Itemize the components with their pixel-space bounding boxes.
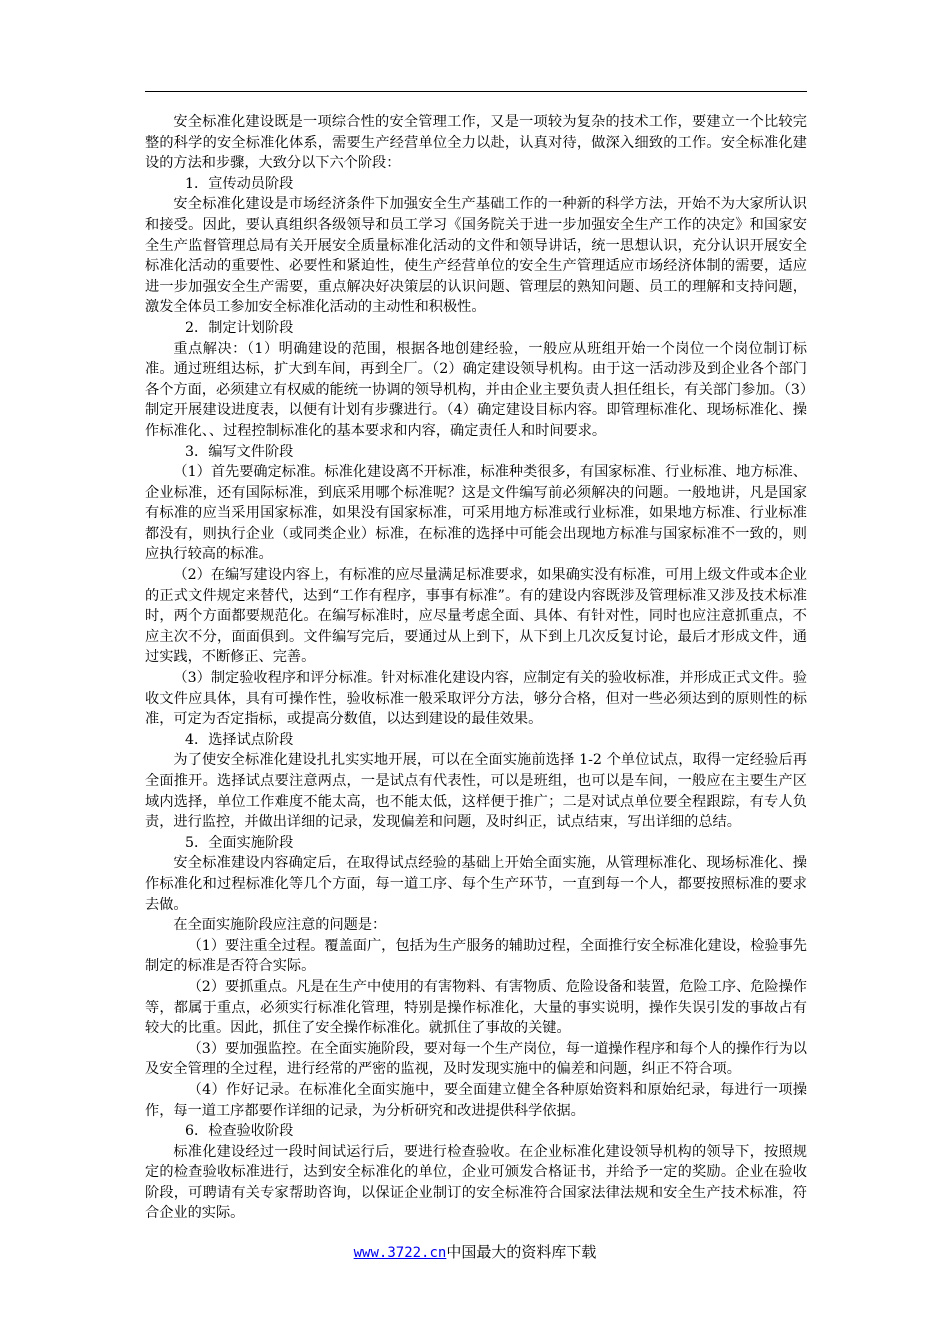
section-heading-1: 1．宣传动员阶段 — [185, 175, 294, 192]
document-body — [145, 112, 807, 1224]
section-4-paragraph: 为了使安全标准化建设扎扎实实地开展，可以在全面实施前选择 1-2 个单位试点，取得一定经验后再全面推开。选择试点要注意两点，一是试点有代表性，可以是班组，也可以是车间，一般应在主要生产区域内选择，单位工作难度不能太高，也不能太低，这样便于推广；二是对试点单位要全程跟踪，有专人负责，进行监控，并做出详细的记录，发现偏差和问题，及时纠正，试点结束，写出详细的总结。 — [145, 752, 807, 831]
section-3-paragraph-3: （3）制定验收程序和评分标准。针对标准化建设内容，应制定有关的验收标准，并形成正式文件。验收文件应具体，具有可操作性，验收标准一般采取评分方法，够分合格，但对一些必须达到的原则性的标准，可定为否定指标，或提高分数值，以达到建设的最佳效果。 — [145, 670, 807, 728]
section-5-paragraph-3: （1）要注重全过程。覆盖面广，包括为生产服务的辅助过程，全面推行安全标准化建设，检验事先制定的标准是否符合实际。 — [145, 937, 807, 975]
section-5-paragraph-4: （2）要抓重点。凡是在生产中使用的有害物料、有害物质、危险设备和装置，危险工序、危险操作等，都属于重点，必须实行标准化管理，特别是操作标准化，大量的事实说明，操作失误引发的事故占有较大的比重。因此，抓住了安全操作标准化。就抓住了事故的关键。 — [145, 978, 807, 1037]
section-heading-5: 5．全面实施阶段 — [185, 834, 294, 851]
footer-text: 中国最大的资料库下载 — [446, 1243, 597, 1261]
section-5-paragraph-5: （3）要加强监控。在全面实施阶段，要对每一个生产岗位，每一道操作程序和每个人的操作行为以及安全管理的全过程，进行经常的严密的监视，及时发现实施中的偏差和问题，纠正不符合项。 — [145, 1040, 807, 1078]
section-2-paragraph: 重点解决：（1）明确建设的范围，根据各地创建经验，一般应从班组开始一个岗位一个岗位制订标准。通过班组达标，扩大到车间，再到全厂。（2）确定建设领导机构。由于这一活动涉及到企业各个部门各个方面，必须建立有权威的能统一协调的领导机构，并由企业主要负责人担任组长，有关部门参加。（3）制定开展建设进度表，以便有计划有步骤进行。（4）确定建设目标内容。即管理标准化、现场标准化、操作标准化、、过程控制标准化的基本要求和内容，确定责任人和时间要求。 — [145, 340, 807, 439]
section-heading-3: 3．编写文件阶段 — [185, 443, 294, 460]
section-1-paragraph: 安全标准化建设是市场经济条件下加强安全生产基础工作的一种新的科学方法，开始不为大家所认识和接受。因此，要认真组织各级领导和员工学习《国务院关于进一步加强安全生产工作的决定》和国家安全生产监督管理总局有关开展安全质量标准化活动的文件和领导讲话，统一思想认识，充分认识开展安全标准化活动的重要性、必要性和紧迫性，使生产经营单位的安全生产管理适应市场经济体制的需要，适应进一步加强安全生产需要，重点解决好决策层的认识问题、管理层的熟知问题、员工的理解和支持问题，激发全体员工参加安全标准化活动的主动性和积极性。 — [145, 196, 807, 316]
section-5-paragraph-1: 安全标准建设内容确定后，在取得试点经验的基础上开始全面实施，从管理标准化、现场标准化、操作标准化和过程标准化等几个方面，每一道工序、每个生产环节，一直到每一个人，都要按照标准的要求去做。 — [145, 855, 807, 913]
section-3-paragraph-2: （2）在编写建设内容上，有标准的应尽量满足标准要求，如果确实没有标准，可用上级文件或本企业的正式文件规定来替代，达到“工作有程序，事事有标准”。有的建设内容既涉及管理标准又涉及技术标准时，两个方面都要规范化。在编写标准时，应尽量考虑全面、具体、有针对性，同时也应注意抓重点，不应主次不分，面面俱到。文件编写完后，要通过从上到下，从下到上几次反复讨论，最后才形成文件，通过实践，不断修正、完善。 — [145, 567, 807, 666]
section-heading-4: 4．选择试点阶段 — [185, 731, 294, 748]
intro-paragraph: 安全标准化建设既是一项综合性的安全管理工作，又是一项较为复杂的技术工作，要建立一个比较完整的科学的安全标准化体系，需要生产经营单位全力以赴，认真对待，做深入细致的工作。安全标准化建设的方法和步骤，大致分以下六个阶段： — [145, 114, 807, 172]
footer-link[interactable]: www.3722.cn — [353, 1245, 447, 1261]
section-3-paragraph-1: （1）首先要确定标准。标准化建设离不开标准，标准种类很多，有国家标准、行业标准、地方标准、企业标准，还有国际标准，到底采用哪个标准呢？这是文件编写前必须解决的问题。一般地讲，凡是国家有标准的应当采用国家标准，如果没有国家标准，可采用地方标准或行业标准，如果地方标准、行业标准都没有，则执行企业（或同类企业）标准，在标准的选择中可能会出现地方标准与国家标准不一致的，则应执行较高的标准。 — [145, 464, 807, 563]
header-rule — [145, 91, 807, 92]
section-5-paragraph-2: 在全面实施阶段应注意的问题是： — [173, 917, 387, 934]
section-heading-6: 6．检查验收阶段 — [185, 1123, 294, 1140]
section-5-paragraph-6: （4）作好记录。在标准化全面实施中，要全面建立健全各种原始资料和原始纪录，每进行一项操作，每一道工序都要作详细的记录，为分析研究和改进提供科学依据。 — [145, 1081, 807, 1119]
page-footer — [0, 1242, 950, 1263]
section-heading-2: 2．制定计划阶段 — [185, 319, 294, 336]
section-6-paragraph: 标准化建设经过一段时间试运行后，要进行检查验收。在企业标准化建设领导机构的领导下，按照规定的检查验收标准进行，达到安全标准化的单位，企业可颁发合格证书，并给予一定的奖励。企业在验收阶段，可聘请有关专家帮助咨询，以保证企业制订的安全标准符合国家法律法规和安全生产技术标准，符合企业的实际。 — [145, 1143, 807, 1222]
